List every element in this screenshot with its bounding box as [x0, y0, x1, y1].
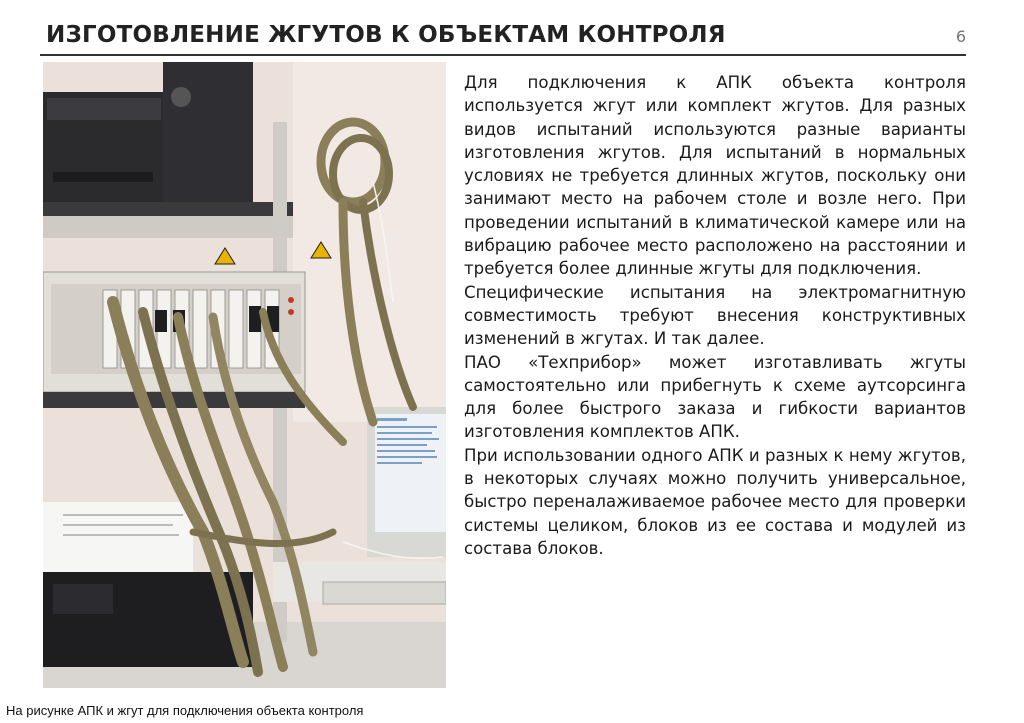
body-text — [464, 71, 966, 560]
paragraph-1: Для подключения к АПК объекта контроля используется жгут или комплект жгутов. Для разных видов испытаний используются разные варианты изготовления жгутов. Для испытаний в нормальных условиях не требуется длинных жгутов, поскольку они занимают место на рабочем столе и возле него. При проведении испытаний в климатической камере или на вибрацию рабочее место расположено на расстоянии и требуется более длинные жгуты для подключения. — [464, 73, 966, 279]
paragraph-3: ПАО «Техприбор» может изготавливать жгуты самостоятельно или прибегнуть к схеме аутсорсинга для более быстрого заказа и гибкости вариантов изготовления комплектов АПК. — [464, 352, 966, 442]
figure-caption: На рисунке АПК и жгут для подключения объекта контроля — [6, 703, 364, 718]
page-number: 6 — [955, 27, 966, 46]
title-divider — [40, 54, 966, 56]
equipment-photo — [43, 62, 446, 688]
slide-title: ИЗГОТОВЛЕНИЕ ЖГУТОВ К ОБЪЕКТАМ КОНТРОЛЯ — [46, 22, 726, 48]
paragraph-4: При использовании одного АПК и разных к нему жгутов, в некоторых случаях можно получить универсальное, быстро переналаживаемое рабочее место для проверки системы целиком, блоков из ее состава и модулей из состава блоков. — [464, 445, 966, 558]
paragraph-2: Специфические испытания на электромагнитную совместимость требуют внесения конструктивных изменений в жгутах. И так далее. — [464, 282, 966, 349]
